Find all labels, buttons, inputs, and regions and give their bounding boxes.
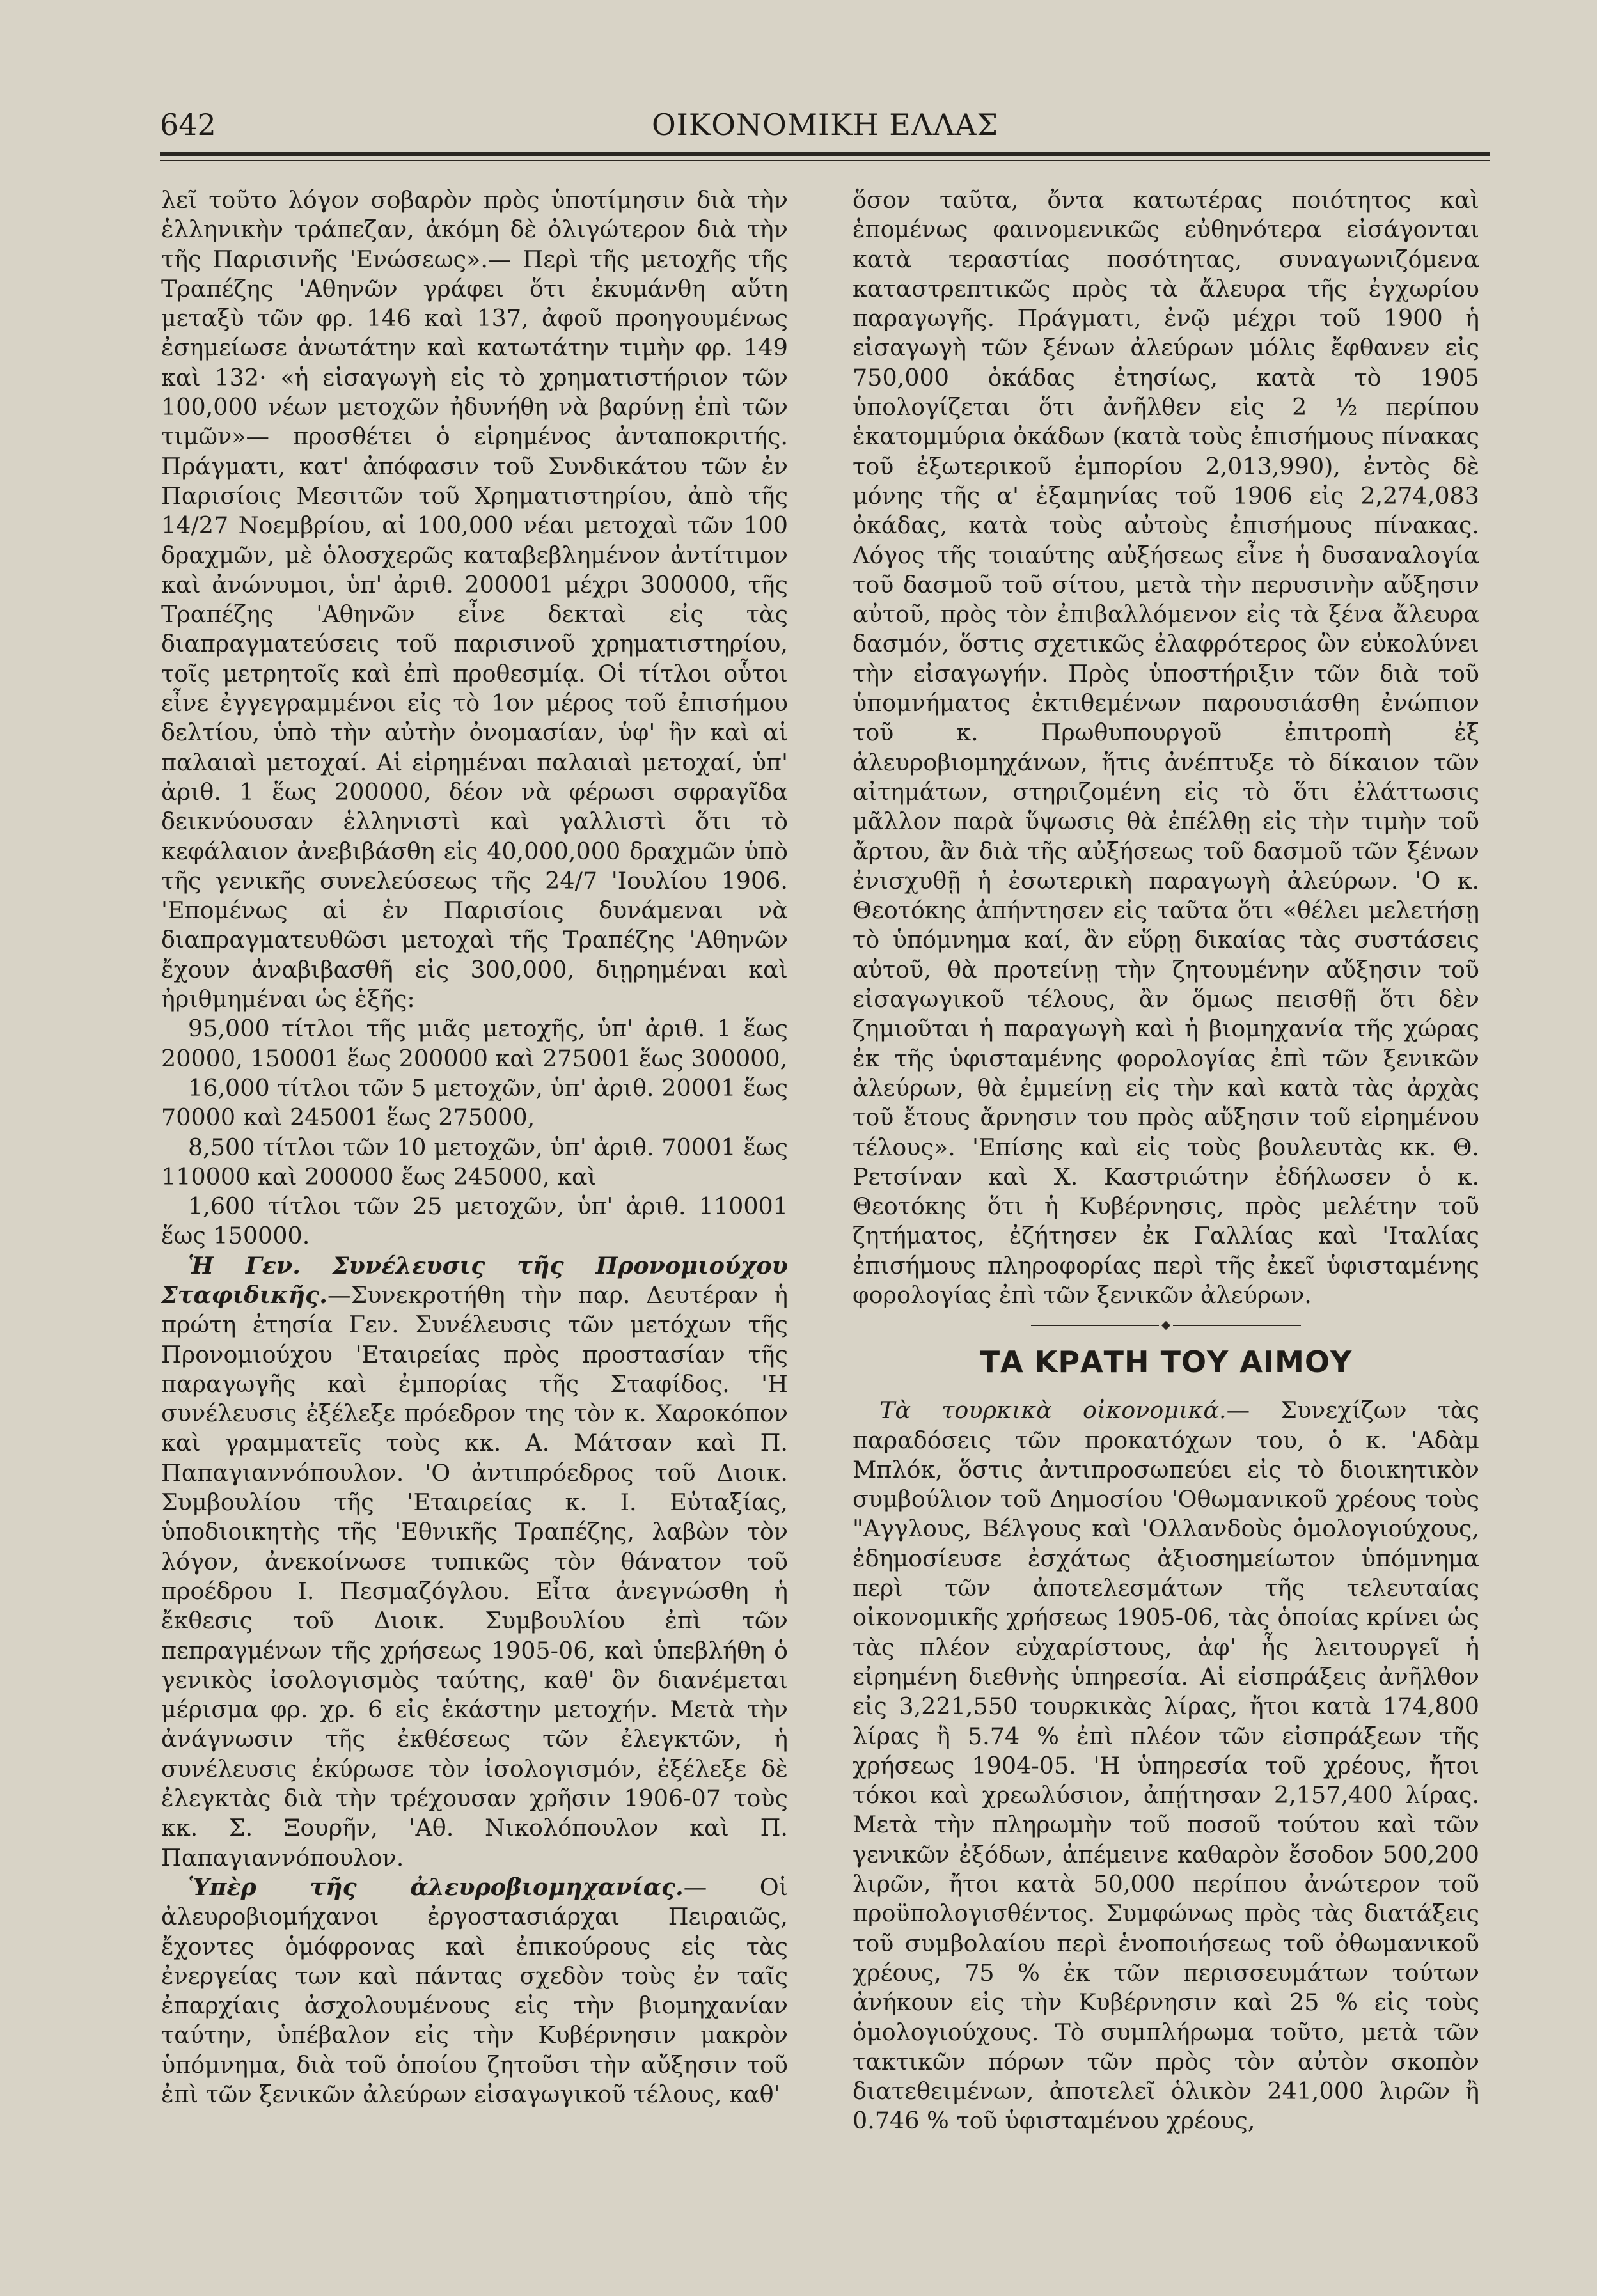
header-rule-thick (160, 152, 1490, 156)
paragraph-title: Ὑπὲρ τῆς ἀλευροβιομηχανίας. (188, 1873, 684, 1901)
header-rule-thin (160, 160, 1490, 161)
left-column (161, 185, 788, 2109)
section-heading: ΤΑ ΚΡΑΤΗ ΤΟΥ ΑΙΜΟΥ (979, 1345, 1353, 1380)
share-list-item: 95,000 τίτλοι τῆς μιᾶς μετοχῆς, ὑπ' ἀριθ. 1 ἕως 20000, 150001 ἕως 200000 καὶ 275001 ἕως 300000, (161, 1015, 788, 1072)
share-list-item: 16,000 τίτλοι τῶν 5 μετοχῶν, ὑπ' ἀριθ. 20001 ἕως 70000 καὶ 245001 ἕως 275000, (161, 1074, 788, 1132)
page-header (160, 107, 1490, 152)
paragraph-title: Τὰ τουρκικὰ οἰκονομικά. (879, 1396, 1227, 1425)
section-divider (853, 1319, 1479, 1332)
share-list-item: 8,500 τίτλοι τῶν 10 μετοχῶν, ὑπ' ἀριθ. 70001 ἕως 110000 καὶ 200000 ἕως 245000, καὶ (161, 1133, 788, 1191)
share-list-item: 1,600 τίτλοι τῶν 25 μετοχῶν, ὑπ' ἀριθ. 110001 ἕως 150000. (161, 1192, 788, 1250)
paragraph-body: — Συνεχίζων τὰς παραδόσεις τῶν προκατόχων του, ὁ κ. 'Αδὰμ Μπλόκ, ὅστις ἀντιπροσωπεύει εἰς τὸ διοικητικὸν συμβούλιον τοῦ Δημοσίου 'Οθωμανικοῦ χρέους τοὺς "Αγγλους, Βέλγους καὶ 'Ολλανδοὺς ὁμολογιούχους, ἐδημοσίευσε ἐσχάτως ἀξιοσημείωτον ὑπόμνημα περὶ τῶν ἀποτελεσμάτων τῆς τελευταίας οἰκονομικῆς χρήσεως 1905-06, τὰς ὁποίας κρίνει ὡς τὰς πλέον εὐχαρίστους, ἀφ' ἧς λειτουργεῖ ἡ εἰρημένη διεθνὴς ὑπηρεσία. Αἱ εἰσπράξεις ἀνῆλθον εἰς 3,221,550 τουρκικὰς λίρας, ἤτοι κατὰ 174,800 λίρας ἢ 5.74 % ἐπὶ πλέον τῶν εἰσπράξεων τῆς χρήσεως 1904-05. 'Η ὑπηρεσία τοῦ χρέους, ἤτοι τόκοι καὶ χρεωλύσιον, ἀπῄτησαν 2,157,400 λίρας. Μετὰ τὴν πληρωμὴν τοῦ ποσοῦ τούτου καὶ τῶν γενικῶν ἐξόδων, ἀπέμεινε καθαρὸν ἔσοδον 500,200 λιρῶν, ἤτοι κατὰ 50,000 περίπου ἀνώτερον τοῦ προϋπολογισθέντος. Συμφώνως πρὸς τὰς διατάξεις τοῦ συμβολαίου περὶ ἑνοποιήσεως τοῦ ὀθωμανικοῦ χρέους, 75 % ἐκ τῶν περισσευμάτων τούτων ἀνήκουν εἰς τὴν Κυβέρνησιν καὶ 25 % εἰς τοὺς ὁμολογιούχους. Τὸ συμπλήρωμα τοῦτο, μετὰ τῶν τακτικῶν πόρων τῶν πρὸς τὸν αὐτὸν σκοπὸν διατεθειμένων, ἀποτελεῖ ὁλικὸν 241,000 λιρῶν ἢ 0.746 % τοῦ ὑφισταμένου χρέους, (853, 1396, 1480, 2135)
paragraph-flour-continued: ὅσον ταῦτα, ὄντα κατωτέρας ποιότητος καὶ ἑπομένως φαινομενικῶς εὐθηνότερα εἰσάγονται κατὰ τεραστίας ποσότητας, συναγωνιζόμενα καταστρεπτικῶς πρὸς τὰ ἄλευρα τῆς ἐγχωρίου παραγωγῆς. Πράγματι, ἐνῷ μέχρι τοῦ 1900 ἡ εἰσαγωγὴ τῶν ξένων ἀλεύρων μόλις ἔφθανεν εἰς 750,000 ὀκάδας ἐτησίως, κατὰ τὸ 1905 ὑπολογίζεται ὅτι ἀνῆλθεν εἰς 2 ½ περίπου ἑκατομμύρια ὀκάδων (κατὰ τοὺς ἐπισήμους πίνακας τοῦ ἐξωτερικοῦ ἐμπορίου 2,013,990), ἐντὸς δὲ μόνης τῆς α' ἑξαμηνίας τοῦ 1906 εἰς 2,274,083 ὀκάδας, κατὰ τοὺς αὐτοὺς ἐπισήμους πίνακας. Λόγος τῆς τοιαύτης αὐξήσεως εἶνε ἡ δυσαναλογία τοῦ δασμοῦ τοῦ σίτου, μετὰ τὴν περυσινὴν αὔξησιν αὐτοῦ, πρὸς τὸν ἐπιβαλλόμενον εἰς τὰ ξένα ἄλευρα δασμόν, ὅστις σχετικῶς ἐλαφρότερος ὢν εὐκολύνει τὴν εἰσαγωγήν. Πρὸς ὑποστήριξιν τῶν διὰ τοῦ ὑπομνήματος ἐκτιθεμένων παρουσιάσθη ἐνώπιον τοῦ κ. Πρωθυπουργοῦ ἐπιτροπὴ ἐξ ἀλευροβιομηχάνων, ἥτις ἀνέπτυξε τὸ δίκαιον τῶν αἰτημάτων, στηριζομένη εἰς τὸ ὅτι ἐλάττωσις μᾶλλον παρὰ ὕψωσις θὰ ἐπέλθῃ εἰς τὴν τιμὴν τοῦ ἄρτου, ἂν διὰ τῆς αὐξήσεως τοῦ δασμοῦ τῶν ξένων ἐνισχυθῇ ἡ ἐσωτερικὴ παραγωγὴ ἀλεύρων. 'Ο κ. Θεοτόκης ἀπήντησεν εἰς ταῦτα ὅτι «θέλει μελετήσῃ τὸ ὑπόμνημα καί, ἂν εὕρῃ δικαίας τὰς συστάσεις αὐτοῦ, θὰ προτείνῃ τὴν ζητουμένην αὔξησιν τοῦ εἰσαγωγικοῦ τέλους, ἂν ὅμως πεισθῇ ὅτι δὲν ζημιοῦται ἡ παραγωγὴ καὶ ἡ βιομηχανία τῆς χώρας ἐκ τῆς ὑφισταμένης φορολογίας ἐπὶ τῶν ξενικῶν ἀλεύρων, θὰ ἐμμείνῃ εἰς τὴν καὶ κατὰ τὰς ἀρχὰς τοῦ ἔτους ἄρνησιν του πρὸς αὔξησιν τοῦ εἰρημένου τέλους». 'Επίσης καὶ εἰς τοὺς βουλευτὰς κκ. Θ. Ρετσίναν καὶ Χ. Καστριώτην ἐδήλωσεν ὁ κ. Θεοτόκης ὅτι ἡ Κυβέρνησις, πρὸς μελέτην τοῦ ζητήματος, ἐζήτησεν ἐκ Γαλλίας καὶ 'Ιταλίας ἐπισήμους πληροφορίας περὶ τῆς ἐκεῖ ὑφισταμένης φορολογίας ἐπὶ τῶν ξενικῶν ἀλεύρων. (853, 186, 1479, 1309)
paragraph-athens-bank-shares: λεῖ τοῦτο λόγον σοβαρὸν πρὸς ὑποτίμησιν διὰ τὴν ἑλληνικὴν τράπεζαν, ἀκόμη δὲ ὀλιγώτερον διὰ τὴν τῆς Παρισινῆς 'Ενώσεως».— Περὶ τῆς μετοχῆς τῆς Τραπέζης 'Αθηνῶν γράφει ὅτι ἐκυμάνθη αὕτη μεταξὺ τῶν φρ. 146 καὶ 137, ἀφοῦ προηγουμένως ἐσημείωσε ἀνωτάτην καὶ κατωτάτην τιμὴν φρ. 149 καὶ 132· «ἡ εἰσαγωγὴ εἰς τὸ χρηματιστήριον τῶν 100,000 νέων μετοχῶν ἠδυνήθη νὰ βαρύνῃ ἐπὶ τῶν τιμῶν»— προσθέτει ὁ εἰρημένος ἀνταποκριτής. Πράγματι, κατ' ἀπόφασιν τοῦ Συνδικάτου τῶν ἐν Παρισίοις Μεσιτῶν τοῦ Χρηματιστηρίου, ἀπὸ τῆς 14/27 Νοεμβρίου, αἱ 100,000 νέαι μετοχαὶ τῶν 100 δραχμῶν, μὲ ὁλοσχερῶς καταβεβλημένον ἀντίτιμον καὶ ἀνώνυμοι, ὑπ' ἀριθ. 200001 μέχρι 300000, τῆς Τραπέζης 'Αθηνῶν εἶνε δεκταὶ εἰς τὰς διαπραγματεύσεις τοῦ παρισινοῦ χρηματιστηρίου, τοῖς μετρητοῖς καὶ ἐπὶ προθεσμίᾳ. Οἱ τίτλοι οὗτοι εἶνε ἐγγεγραμμένοι εἰς τὸ 1ον μέρος τοῦ ἐπισήμου δελτίου, ὑπὸ τὴν αὐτὴν ὀνομασίαν, ὑφ' ἣν καὶ αἱ παλαιαὶ μετοχαί. Αἱ εἰρημέναι παλαιαὶ μετοχαί, ὑπ' ἀριθ. 1 ἕως 200000, δέον νὰ φέρωσι σφραγῖδα δεικνύουσαν ἑλληνιστὶ καὶ γαλλιστὶ ὅτι τὸ κεφάλαιον ἀνεβιβάσθη εἰς 40,000,000 δραχμῶν ὑπὸ τῆς γενικῆς συνελεύσεως τῆς 24/7 'Ιουλίου 1906. 'Επομένως αἱ ἐν Παρισίοις δυνάμεναι νὰ διαπραγματευθῶσι μετοχαὶ τῆς Τραπέζης 'Αθηνῶν ἔχουν ἀναβιβασθῆ εἰς 300,000, διῃρημέναι καὶ ἠριθμημέναι ὡς ἑξῆς: (161, 186, 788, 1013)
paragraph-title: Ἡ Γεν. Συνέλευσις τῆς Προνομιούχου Σταφιδικῆς. (161, 1251, 788, 1309)
right-column (853, 185, 1479, 2136)
paragraph-flour-industry (161, 1873, 788, 2109)
page-number: 642 (160, 107, 216, 142)
paragraph-currant-assembly (161, 1251, 788, 1873)
paragraph-turkish-finances (853, 1396, 1479, 2136)
running-title: ΟΙΚΟΝΟΜΙΚΗ ΕΛΛΑΣ (651, 107, 999, 142)
paragraph-body: —Συνεκροτήθη τὴν παρ. Δευτέραν ἡ πρώτη ἐτησία Γεν. Συνέλευσις τῶν μετόχων τῆς Προνομιούχου 'Εταιρείας πρὸς προστασίαν τῆς παραγωγῆς καὶ ἐμπορίας τῆς Σταφίδος. 'Η συνέλευσις ἐξέλεξε πρόεδρον της τὸν κ. Χαροκόπον καὶ γραμματεῖς τοὺς κκ. Α. Μάτσαν καὶ Π. Παπαγιαννόπουλον. 'Ο ἀντιπρόεδρος τοῦ Διοικ. Συμβουλίου τῆς 'Εταιρείας κ. Ι. Εὐταξίας, ὑποδιοικητὴς τῆς 'Εθνικῆς Τραπέζης, λαβὼν τὸν λόγον, ἀνεκοίνωσε τυπικῶς τὸν θάνατον τοῦ προέδρου Ι. Πεσμαζόγλου. Εἶτα ἀνεγνώσθη ἡ ἔκθεσις τοῦ Διοικ. Συμβουλίου ἐπὶ τῶν πεπραγμένων τῆς χρήσεως 1905-06, καὶ ὑπεβλήθη ὁ γενικὸς ἰσολογισμὸς ταύτης, καθ' ὃν διανέμεται μέρισμα φρ. χρ. 6 εἰς ἑκάστην μετοχήν. Μετὰ τὴν ἀνάγνωσιν τῆς ἐκθέσεως τῶν ἐλεγκτῶν, ἡ συνέλευσις ἐκύρωσε τὸν ἰσολογισμόν, ἐξέλεξε δὲ ἐλεγκτὰς διὰ τὴν τρέχουσαν χρῆσιν 1906-07 τοὺς κκ. Σ. Ξουρῆν, 'Αθ. Νικολόπουλον καὶ Π. Παπαγιαννόπουλον. (161, 1281, 788, 1871)
paragraph-body: — Οἱ ἀλευροβιομήχανοι ἐργοστασιάρχαι Πειραιῶς, ἔχοντες ὁμόφρονας καὶ ἐπικούρους εἰς τὰς ἐνεργείας των καὶ πάντας σχεδὸν τοὺς ἐν ταῖς ἐπαρχίαις ἀσχολουμένους εἰς τὴν βιομηχανίαν ταύτην, ὑπέβαλον εἰς τὴν Κυβέρνησιν μακρὸν ὑπόμνημα, διὰ τοῦ ὁποίου ζητοῦσι τὴν αὔξησιν τοῦ ἐπὶ τῶν ξενικῶν ἀλεύρων εἰσαγωγικοῦ τέλους, καθ' (161, 1873, 788, 2108)
